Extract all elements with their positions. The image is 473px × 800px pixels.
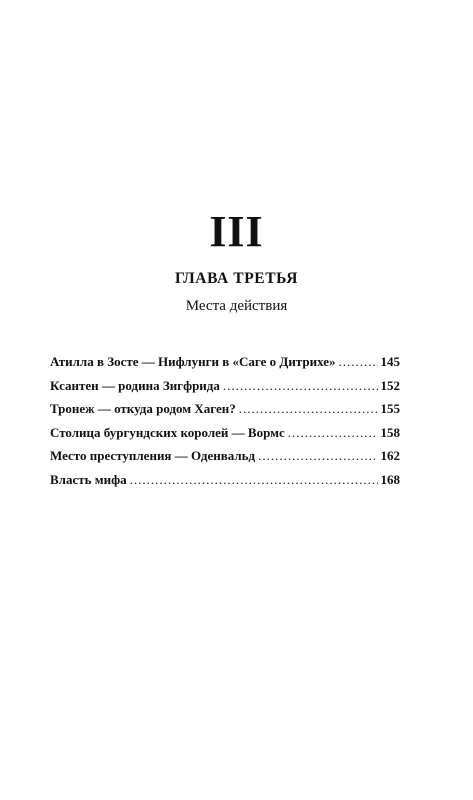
toc-entry	[50, 472, 400, 496]
chapter-numeral: III	[209, 207, 264, 256]
toc-leader	[288, 425, 378, 441]
toc-entry-page: 168	[380, 471, 400, 487]
toc-entry-title: Власть мифа	[50, 471, 127, 487]
toc-leader	[130, 472, 378, 488]
toc-entry-page: 155	[380, 401, 400, 416]
chapter-label: ГЛАВА ТРЕТЬЯ	[175, 270, 298, 287]
toc-entry-title: Атилла в Зосте — Нифлунги в «Саге о Дитрихе»	[50, 354, 336, 369]
toc-entry	[50, 378, 400, 402]
toc-entry-title: Место преступления — Оденвальд	[50, 448, 256, 463]
toc-entry-title: Тронеж — откуда родом Хаген?	[50, 401, 236, 416]
toc-leader	[339, 354, 378, 370]
toc-entry-page: 162	[380, 448, 400, 463]
toc-leader	[258, 448, 377, 464]
toc-entry	[50, 401, 400, 425]
table-of-contents	[50, 354, 400, 495]
toc-entry-page: 158	[380, 424, 400, 440]
toc-entry-page: 152	[380, 377, 400, 393]
toc-entry-title: Ксантен — родина Зигфрида	[50, 377, 220, 393]
chapter-subtitle: Места действия	[185, 298, 288, 314]
toc-entry-title: Столица бургундских королей — Вормс	[50, 424, 285, 440]
toc-entry	[50, 448, 400, 472]
toc-leader	[223, 378, 378, 394]
toc-entry-page: 145	[380, 354, 400, 369]
toc-entry	[50, 425, 400, 449]
toc-entry	[50, 354, 400, 378]
toc-leader	[239, 401, 378, 417]
